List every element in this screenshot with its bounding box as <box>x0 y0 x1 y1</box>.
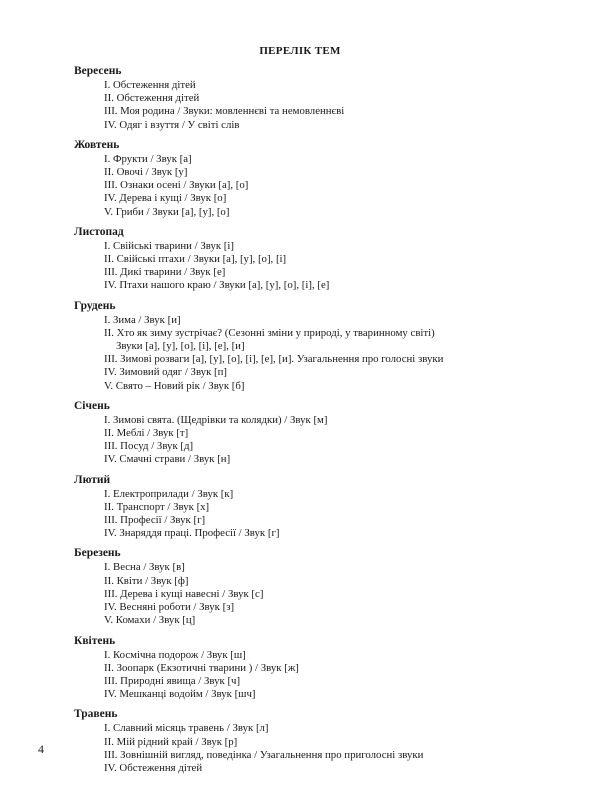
topic-item: ІІ. Квіти / Звук [ф] <box>104 574 189 587</box>
topic-item: ІІІ. Природні явища / Звук [ч] <box>104 674 241 687</box>
topic-item: І. Зима / Звук [и] <box>104 313 181 326</box>
topic-item: І. Зимові свята. (Щедрівки та колядки) / Звук [м] <box>104 413 328 426</box>
topic-item: ІV. Смачні страви / Звук [н] <box>104 453 231 466</box>
month-heading: Листопад <box>74 225 124 238</box>
topic-item: ІІІ. Ознаки осені / Звуки [а], [о] <box>104 179 249 192</box>
month-section <box>74 138 574 219</box>
month-section <box>74 399 574 467</box>
topic-item: ІV. Зимовий одяг / Звук [п] <box>104 366 227 379</box>
month-heading: Березень <box>74 547 121 560</box>
topic-item: І. Фрукти / Звук [а] <box>104 152 192 165</box>
topic-item: V. Комахи / Звук [ц] <box>104 614 196 627</box>
month-heading: Вересень <box>74 65 122 77</box>
topic-item: ІV. Обстеження дітей <box>104 761 203 774</box>
topic-item: ІІІ. Посуд / Звук [д] <box>104 440 194 453</box>
topic-item: І. Обстеження дітей <box>104 79 196 91</box>
topic-item: ІІ. Мій рідний край / Звук [р] <box>104 735 238 748</box>
topic-item: V. Свято – Новий рік / Звук [б] <box>104 379 245 392</box>
topic-item: ІІІ. Дерева і кущі навесні / Звук [с] <box>104 587 264 600</box>
topic-item: І. Свійські тварини / Звук [і] <box>104 239 235 252</box>
topic-item: ІІІ. Дикі тварини / Звук [е] <box>104 266 226 279</box>
month-section <box>74 64 574 132</box>
month-heading: Січень <box>74 399 110 412</box>
month-section <box>74 546 574 627</box>
topic-item: І. Космічна подорож / Звук [ш] <box>104 648 246 661</box>
topic-list <box>74 64 574 781</box>
month-heading: Лютий <box>74 473 111 486</box>
topic-item: І. Весна / Звук [в] <box>104 561 185 574</box>
topic-item: ІV. Весняні роботи / Звук [з] <box>104 601 235 614</box>
topic-item: І. Електроприлади / Звук [к] <box>104 487 234 500</box>
topic-item: ІV. Мешканці водойм / Звук [шч] <box>104 688 256 701</box>
topic-item: ІV. Дерева і кущі / Звук [о] <box>104 192 227 205</box>
month-section <box>74 225 574 293</box>
topic-item: ІV. Одяг і взуття / У світі слів <box>104 118 240 131</box>
month-heading: Квітень <box>74 634 116 647</box>
topic-item: ІІІ. Моя родина / Звуки: мовленнєві та немовленнєві <box>104 105 345 118</box>
topic-item: ІІ. Зоопарк (Екзотичні тварини ) / Звук [ж] <box>104 661 299 674</box>
month-section <box>74 299 574 393</box>
topic-item: ІV. Птахи нашого краю / Звуки [а], [у], [о], [і], [е] <box>104 279 330 292</box>
month-heading: Грудень <box>74 299 116 312</box>
topic-item: ІV. Знаряддя праці. Професії / Звук [г] <box>104 527 280 540</box>
topic-item: ІІ. Овочі / Звук [у] <box>104 166 188 179</box>
topic-item: ІІІ. Професії / Звук [г] <box>104 514 206 527</box>
topic-item: ІІ. Свійські птахи / Звуки [а], [у], [о], [і] <box>104 253 287 266</box>
topic-item: ІІ. Обстеження дітей <box>104 92 200 105</box>
topic-item: І. Славний місяць травень / Звук [л] <box>104 722 269 735</box>
topic-item: ІІІ. Зимові розваги [а], [у], [о], [і], [е], [и]. Узагальнення про голосні звуки <box>104 353 444 366</box>
month-section <box>74 634 574 702</box>
month-section <box>74 707 574 775</box>
topic-continuation: Звуки [а], [у], [о], [і], [е], [и] <box>116 340 245 353</box>
month-heading: Травень <box>74 708 118 721</box>
month-heading: Жовтень <box>74 138 120 151</box>
topic-item: V. Гриби / Звуки [а], [у], [о] <box>104 205 230 218</box>
topic-item <box>74 327 574 353</box>
page-number: 4 <box>38 742 44 756</box>
topic-item: ІІІ. Зовнішній вигляд, поведінка / Узагальнення про приголосні звуки <box>104 748 424 761</box>
topic-item: ІІ. Меблі / Звук [т] <box>104 427 189 440</box>
page-title: ПЕРЕЛІК ТЕМ <box>259 45 341 57</box>
topic-item: ІІ. Транспорт / Звук [х] <box>104 500 210 513</box>
month-section <box>74 473 574 541</box>
topic-text: ІІ. Хто як зиму зустрічає? (Сезонні зміни у природі, у тваринному світі) <box>104 326 435 339</box>
